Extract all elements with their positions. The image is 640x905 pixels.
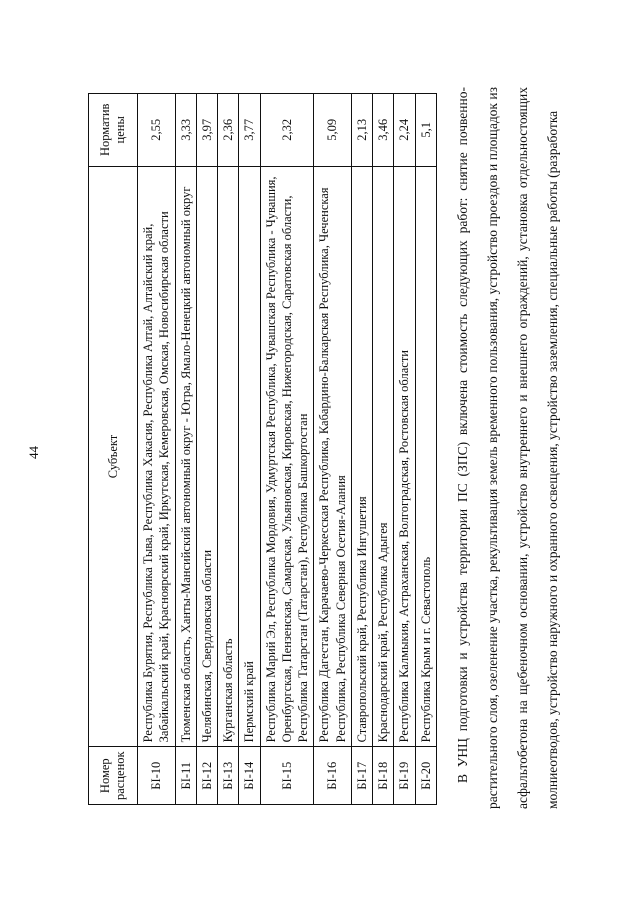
table-header-row (89, 94, 138, 805)
row-code: БI-12 (196, 747, 217, 805)
page-number: 44 (26, 446, 41, 459)
row-norm: 2,55 (138, 94, 176, 167)
table-row (260, 94, 314, 805)
row-code: БI-16 (314, 747, 352, 805)
table-row (175, 94, 196, 805)
header-code: Номер расценок (89, 747, 138, 805)
header-norm: Норматив цены (89, 94, 138, 167)
row-code: БI-13 (218, 747, 239, 805)
row-norm: 2,13 (351, 94, 372, 167)
table-row (218, 94, 239, 805)
row-subject: Курганская область (218, 166, 239, 747)
row-subject: Челябинская, Свердловская области (196, 166, 217, 747)
table-row (394, 94, 415, 805)
row-norm: 5,1 (415, 94, 436, 167)
table-row (239, 94, 260, 805)
row-subject: Тюменская область, Ханты-Мансийский автономный округ - Югра, Ямало-Ненецкий автономный округ (175, 166, 196, 747)
row-norm: 3,46 (373, 94, 394, 167)
row-code: БI-10 (138, 747, 176, 805)
row-subject: Ставропольский край, Республика Ингушетия (351, 166, 372, 747)
row-norm: 3,97 (196, 94, 217, 167)
row-code: БI-18 (373, 747, 394, 805)
row-subject: Республика Марий Эл, Республика Мордовия, Удмуртская Республика, Чувашская Республика - Чувашия, Оренбургская, Пензенская, Самарская, Ульяновская, Кировская, Нижегородская, Саратовская области, Республика Татарстан (Татарстан), Республика Башкортостан (260, 166, 314, 747)
header-subject: Субъект (89, 166, 138, 747)
table-row (196, 94, 217, 805)
table-row (138, 94, 176, 805)
row-code: БI-14 (239, 747, 260, 805)
table-row (351, 94, 372, 805)
table-row (314, 94, 352, 805)
row-subject: Республика Крым и г. Севастополь (415, 166, 436, 747)
row-subject: Краснодарский край, Республика Адыгея (373, 166, 394, 747)
row-subject: Пермский край (239, 166, 260, 747)
table-row (415, 94, 436, 805)
row-norm: 3,33 (175, 94, 196, 167)
row-norm: 5,09 (314, 94, 352, 167)
table-row (373, 94, 394, 805)
row-norm: 2,32 (260, 94, 314, 167)
row-subject: Республика Бурятия, Республика Тыва, Республика Хакасия, Республика Алтай, Алтайский край, Забайкальский край, Красноярский край, Иркутская, Кемеровская, Омская, Новосибирская области (138, 166, 176, 747)
row-subject: Республика Калмыкия, Астраханская, Волгоградская, Ростовская области (394, 166, 415, 747)
body-paragraph: В УНЦ подготовки и устройства территории ПС (ЗПС) включена стоимость следующих работ: снятие почвенно-растительного слоя, озеленение участка, рекультивация земель временного пользования, устройство проездов и площадок из асфальтобетона на щебеночном основании, устройство внутреннего и внешнего ограждений, установка отдельностоящих молниеотводов, устройство наружного и охранного освещения, устройство заземления, специальные работы (разработка (455, 87, 560, 809)
row-norm: 2,24 (394, 94, 415, 167)
row-code: БI-20 (415, 747, 436, 805)
row-norm: 3,77 (239, 94, 260, 167)
row-code: БI-19 (394, 747, 415, 805)
price-norms-table (88, 93, 437, 805)
row-code: БI-15 (260, 747, 314, 805)
row-code: БI-11 (175, 747, 196, 805)
row-code: БI-17 (351, 747, 372, 805)
row-norm: 2,36 (218, 94, 239, 167)
row-subject: Республика Дагестан, Карачаево-Черкесская Республика, Кабардино-Балкарская Республика, Чеченская Республика, Республика Северная Осетия-Алания (314, 166, 352, 747)
